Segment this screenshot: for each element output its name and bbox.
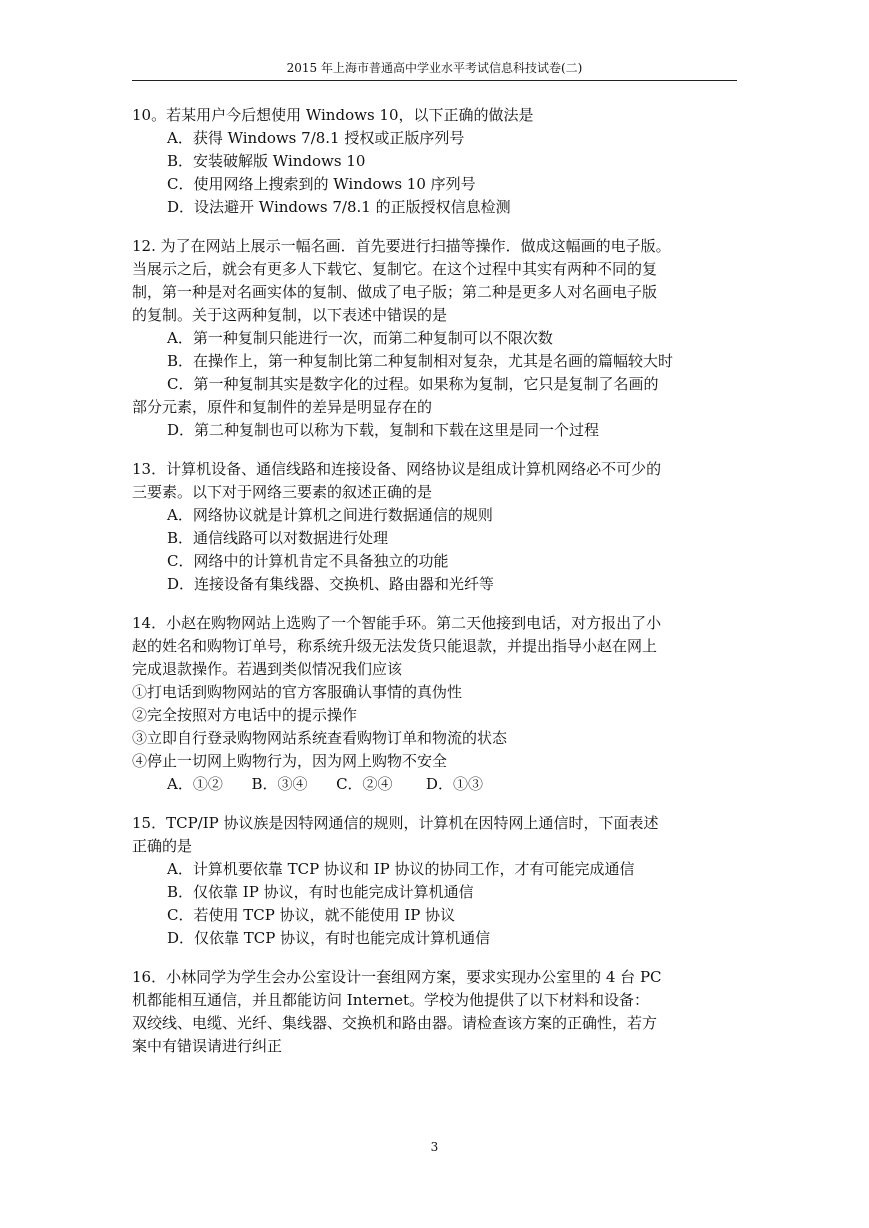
question-stem-line: 14．小赵在购物网站上选购了一个智能手环。第二天他接到电话，对方报出了小 [132, 614, 662, 632]
header-divider [132, 80, 737, 81]
question-stem-line: 机都能相互通信，并且都能访问 Internet。学校为他提供了以下材料和设备： [132, 991, 649, 1009]
statement-3: ③立即自行登录购物网站系统查看购物订单和物流的状态 [132, 729, 508, 747]
question-stem-line: 12. 为了在网站上展示一幅名画．首先要进行扫描等操作．做成这幅画的电子版。 [132, 237, 671, 255]
question-stem-line: 三要素。以下对于网络三要素的叙述正确的是 [132, 483, 433, 501]
question-stem-line: 正确的是 [132, 837, 193, 855]
option-a: A．网络协议就是计算机之间进行数据通信的规则 [167, 506, 493, 524]
statement-1: ①打电话到购物网站的官方客服确认事情的真伪性 [132, 683, 463, 701]
question-stem-line: 13．计算机设备、通信线路和连接设备、网络协议是组成计算机网络必不可少的 [132, 460, 662, 478]
option-d: D．设法避开 Windows 7/8.1 的正版授权信息检测 [167, 198, 511, 216]
option-a: A．获得 Windows 7/8.1 授权或正版序列号 [167, 129, 465, 147]
question-stem-line: 的复制。关于这两种复制，以下表述中错误的是 [132, 306, 448, 324]
option-d: D．第二种复制也可以称为下载，复制和下载在这里是同一个过程 [167, 421, 600, 439]
option-c: C．网络中的计算机肯定不具备独立的功能 [167, 552, 449, 570]
question-14 [132, 612, 740, 796]
question-stem-line: 赵的姓名和购物订单号，称系统升级无法发货只能退款，并提出指导小赵在网上 [132, 637, 658, 655]
question-stem-line: 案中有错误请进行纠正 [132, 1037, 283, 1055]
option-d: D．仅依靠 TCP 协议，有时也能完成计算机通信 [167, 929, 491, 947]
option-b: B．通信线路可以对数据进行处理 [167, 529, 389, 547]
question-stem-line: 10。若某用户今后想使用 Windows 10，以下正确的做法是 [132, 106, 534, 124]
option-d: D．连接设备有集线器、交换机、路由器和光纤等 [167, 575, 495, 593]
question-stem-line: 15．TCP/IP 协议族是因特网通信的规则，计算机在因特网上通信时，下面表述 [132, 814, 659, 832]
question-stem-line: 16．小林同学为学生会办公室设计一套组网方案，要求实现办公室里的 4 台 PC [132, 968, 662, 986]
option-c-continuation: 部分元素，原件和复制件的差异是明显存在的 [132, 398, 433, 416]
question-stem-line: 当展示之后，就会有更多人下载它、复制它。在这个过程中其实有两种不同的复 [132, 260, 658, 278]
exam-content [132, 104, 740, 1074]
option-b: B．在操作上，第一种复制比第二种复制相对复杂，尤其是名画的篇幅较大时 [167, 352, 674, 370]
page-header: 2015 年上海市普通高中学业水平考试信息科技试卷(二) [286, 61, 583, 75]
option-a: A．计算机要依靠 TCP 协议和 IP 协议的协同工作，才有可能完成通信 [167, 860, 635, 878]
option-c: C．使用网络上搜索到的 Windows 10 序列号 [167, 175, 476, 193]
question-15 [132, 812, 740, 950]
question-stem-line: 制，第一种是对名画实体的复制、做成了电子版；第二种是更多人对名画电子版 [132, 283, 658, 301]
option-b: B．安装破解版 Windows 10 [167, 152, 366, 170]
question-10 [132, 104, 740, 219]
question-12 [132, 235, 740, 442]
page-number: 3 [430, 1140, 439, 1154]
option-b: B．仅依靠 IP 协议，有时也能完成计算机通信 [167, 883, 474, 901]
option-c: C．第一种复制其实是数字化的过程。如果称为复制，它只是复制了名画的 [167, 375, 659, 393]
statement-4: ④停止一切网上购物行为，因为网上购物不安全 [132, 752, 448, 770]
option-c: C．若使用 TCP 协议，就不能使用 IP 协议 [167, 906, 456, 924]
inline-options: A．①② B．③④ C．②④ D．①③ [167, 775, 483, 793]
question-13 [132, 458, 740, 596]
question-stem-line: 双绞线、电缆、光纤、集线器、交换机和路由器。请检查该方案的正确性，若方 [132, 1014, 658, 1032]
statement-2: ②完全按照对方电话中的提示操作 [132, 706, 358, 724]
option-a: A．第一种复制只能进行一次，而第二种复制可以不限次数 [167, 329, 553, 347]
question-16 [132, 966, 740, 1058]
question-stem-line: 完成退款操作。若遇到类似情况我们应该 [132, 660, 403, 678]
